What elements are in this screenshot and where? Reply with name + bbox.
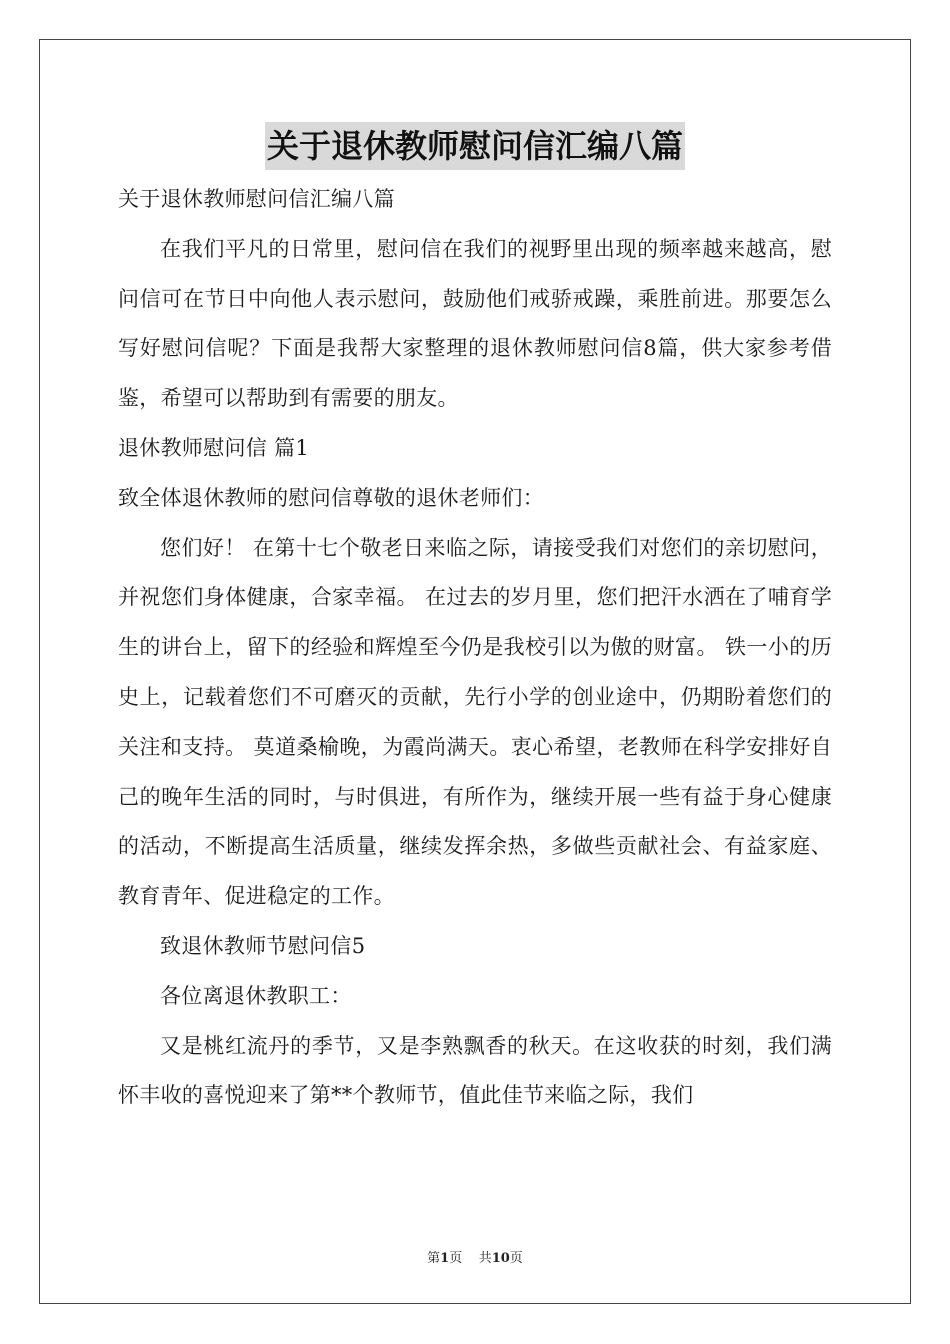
title-area — [0, 122, 950, 170]
document-body — [118, 175, 832, 1121]
footer-total-prefix: 共 — [478, 1251, 492, 1266]
paragraph-letter-opening: 又是桃红流丹的季节，又是李熟飘香的秋天。在这收获的时刻，我们满怀丰收的喜悦迎来了第**个教师节，值此佳节来临之际，我们 — [118, 1033, 832, 1108]
footer-total-pages: 10 — [491, 1251, 510, 1266]
footer-page-prefix: 第 — [427, 1251, 441, 1266]
footer-total-suffix: 页 — [509, 1251, 523, 1266]
paragraph-letter-salutation: 各位离退休教职工： — [160, 983, 352, 1008]
document-title: 关于退休教师慰问信汇编八篇 — [265, 122, 685, 170]
paragraph-subtitle: 关于退休教师慰问信汇编八篇 — [118, 187, 395, 211]
paragraph-intro: 在我们平凡的日常里，慰问信在我们的视野里出现的频率越来越高，慰问信可在节日中向他人表示慰问，鼓励他们戒骄戒躁，乘胜前进。那要怎么写好慰问信呢？下面是我帮大家整理的退休教师慰问信8篇，供大家参考借鉴，希望可以帮助到有需要的朋友。 — [118, 236, 832, 411]
paragraph-letter-body: 您们好！ 在第十七个敬老日来临之际，请接受我们对您们的亲切慰问，并祝您们身体健康，合家幸福。 在过去的岁月里，您们把汗水洒在了哺育学生的讲台上，留下的经验和辉煌至今仍是我校引以为傲的财富。 铁一小的历史上，记载着您们不可磨灭的贡献，先行小学的创业途中，仍期盼着您们的关注和支持。 莫道桑榆晚，为霞尚满天。衷心希望，老教师在科学安排好自己的晚年生活的同时，与时俱进，有所作为，继续开展一些有益于身心健康的活动，不断提高生活质量，继续发挥余热，多做些贡献社会、有益家庭、教育青年、促进稳定的工作。 — [118, 535, 832, 909]
footer-page-number: 1 — [440, 1251, 450, 1266]
footer-page-suffix: 页 — [449, 1251, 463, 1266]
paragraph-letter-title: 致退休教师节慰问信5 — [160, 933, 366, 958]
page-footer — [0, 1247, 950, 1266]
paragraph-section-heading: 退休教师慰问信 篇1 — [118, 435, 310, 460]
paragraph-salutation: 致全体退休教师的慰问信尊敬的退休老师们： — [118, 485, 544, 510]
